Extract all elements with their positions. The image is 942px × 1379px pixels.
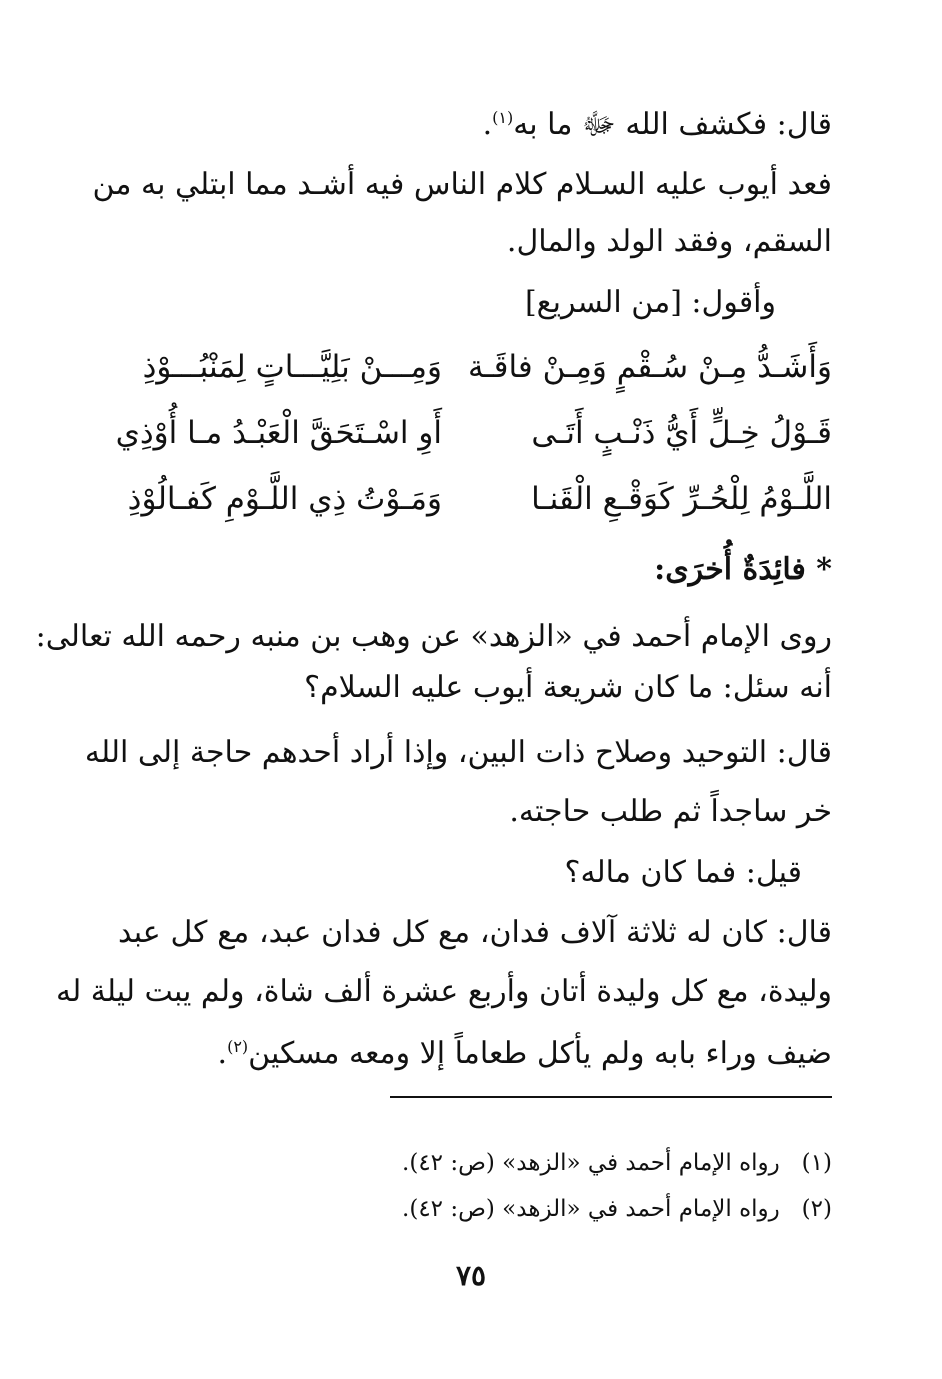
verse-3-right: اللَّـوْمُ لِلْحُـرِّ كَوَقْـعِ الْقَنـا [531, 481, 832, 517]
text-line-2: فعد أيوب عليه السـلام كلام الناس فيه أشـد مما ابتلي به من [92, 167, 832, 202]
footnote-2 [402, 1193, 832, 1225]
body-line-2: أنه سئل: ما كان شريعة أيوب عليه السلام؟ [304, 670, 832, 705]
verse-1-left: وَمِـــنْ بَلِيَّـــاتٍ لِمَنْبُـــوْذِ [142, 349, 442, 385]
footnote-ref-2: (٢) [227, 1037, 249, 1056]
body-line-6: قال: كان له ثلاثة آلاف فدان، مع كل فدان عبد، مع كل عبد [118, 915, 832, 950]
footnote-ref-1: (١) [492, 108, 514, 127]
page-number: ٧٥ [455, 1259, 487, 1292]
footnote-2-number: (٢) [801, 1196, 832, 1222]
text-line-3: السقم، وفقد الولد والمال. [506, 224, 832, 259]
verse-2-left: أَوِ اسْـتَحَقَّ الْعَبْـدُ مـا أُوْذِي [115, 415, 442, 451]
text-line-1: قال: فكشف الله ﷻ ما به$^{(١)}$. [482, 107, 832, 142]
body-line-5: قيل: فما كان ماله؟ [564, 855, 802, 890]
footnote-2-text: رواه الإمام أحمد في «الزهد» (ص: ٤٢). [402, 1196, 780, 1222]
poem-intro: وأقول: [من السريع] [524, 285, 776, 320]
body-line-1: روى الإمام أحمد في «الزهد» عن وهب بن منبه رحمه الله تعالى: [35, 619, 832, 654]
footnote-divider [390, 1096, 832, 1098]
footnote-1-text: رواه الإمام أحمد في «الزهد» (ص: ٤٢). [402, 1150, 780, 1176]
verse-2-right: قَـوْلُ خِـلٍّ أَيُّ ذَنْـبٍ أَتَـى [531, 415, 832, 451]
body-line-3: قال: التوحيد وصلاح ذات البين، وإذا أراد أحدهم حاجة إلى الله [84, 735, 832, 770]
body-line-4: خر ساجداً ثم طلب حاجته. [509, 794, 832, 829]
body-line-8: ضيف وراء بابه ولم يأكل طعاماً إلا ومعه مسكين$^{(٢)}$. [217, 1036, 832, 1071]
footnote-1 [402, 1147, 832, 1179]
body-line-7: وليدة، مع كل وليدة أتان وأربع عشرة ألف شاة، ولم يبت ليلة له [56, 974, 832, 1009]
section-heading: * فائِدَةٌ أُخرَى: [654, 552, 832, 587]
verse-3-left: وَمَـوْتُ ذِي اللَّـوْمِ كَفـالُوْذِ [127, 481, 442, 517]
footnote-1-number: (١) [801, 1150, 832, 1176]
verse-1-right: وَأَشَـدُّ مِـنْ سُـقْمٍ وَمِـنْ فاقَـة [467, 349, 832, 385]
